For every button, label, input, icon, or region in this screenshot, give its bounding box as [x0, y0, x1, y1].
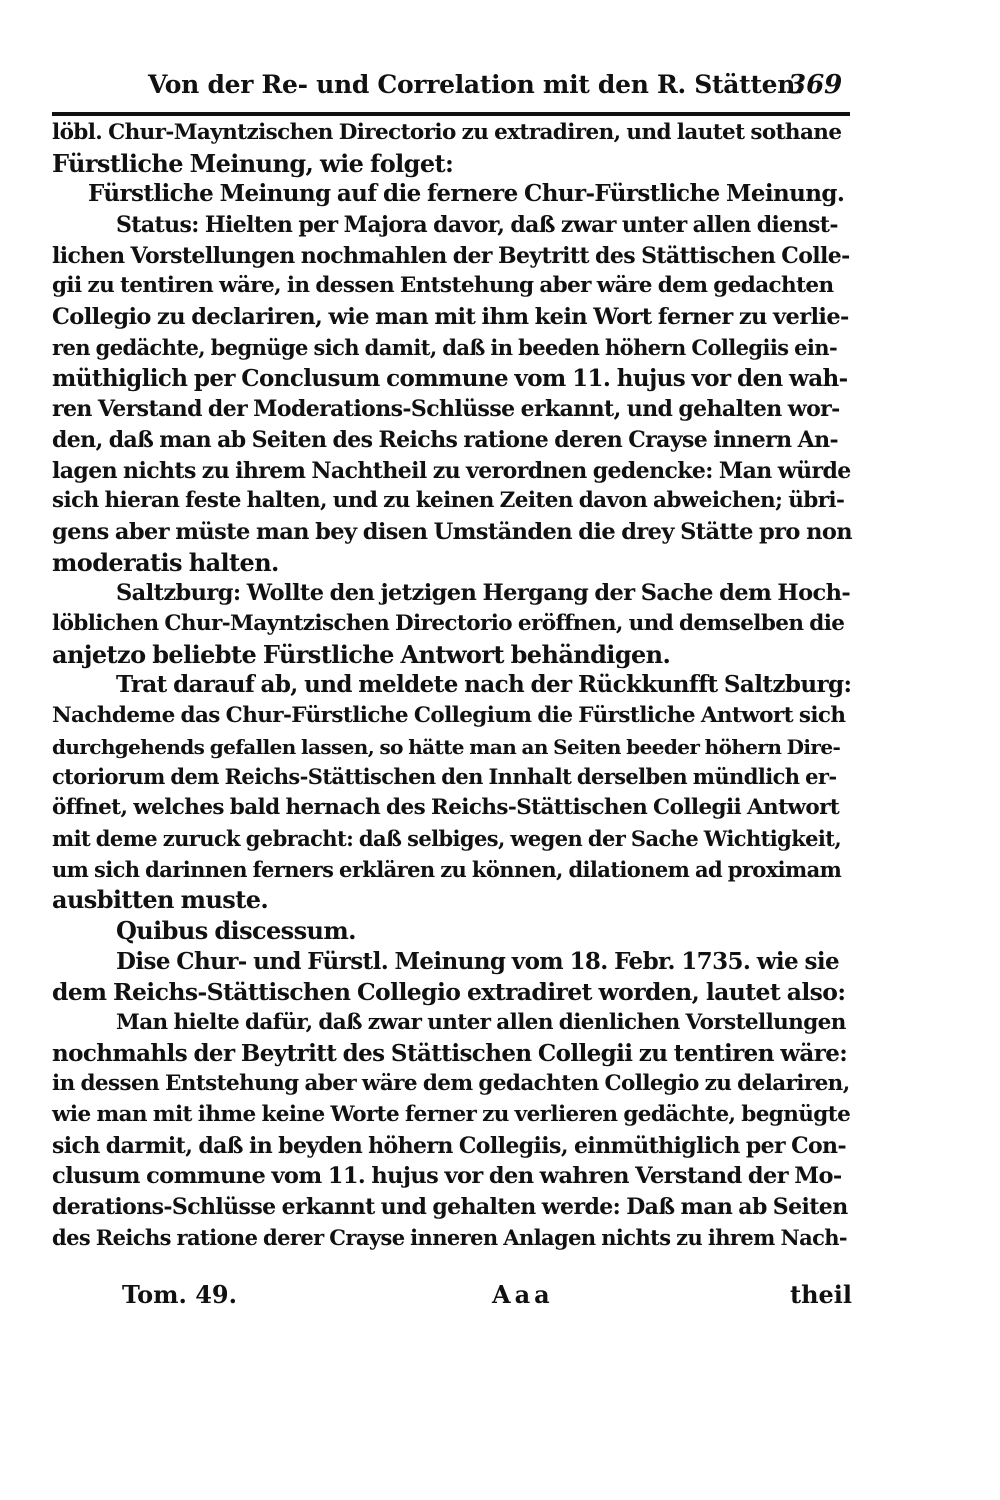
text-line: um sich darinnen ferners erklären zu können, dilationem ad proximam	[52, 856, 842, 882]
text-line: öffnet, welches bald hernach des Reichs-Stättischen Collegii Antwort	[52, 795, 840, 821]
text-line: ren Verstand der Moderations-Schlüsse erkannt, und gehalten wor-	[52, 396, 840, 423]
volume-signature: Tom. 49.	[122, 1280, 237, 1309]
text-line: Collegio zu declariren, wie man mit ihm kein Wort ferner zu verlie-	[52, 304, 849, 331]
text-line: löblichen Chur-Mayntzischen Directorio eröffnen, und demselben die	[52, 611, 845, 636]
text-line: Nachdeme das Chur-Fürstliche Collegium die Fürstliche Antwort sich	[52, 703, 846, 729]
text-line: Saltzburg: Wollte den jetzigen Hergang der Sache dem Hoch-	[116, 580, 851, 607]
text-line: sich hieran feste halten, und zu keinen Zeiten davon abweichen; übri-	[52, 488, 845, 514]
header-rule	[52, 112, 850, 116]
text-line: Man hielte dafür, daß zwar unter allen dienlichen Vorstellungen	[116, 1009, 846, 1035]
text-line: des Reichs ratione derer Crayse inneren Anlagen nichts zu ihrem Nach-	[52, 1224, 848, 1250]
text-line: ctoriorum dem Reichs-Stättischen den Innhalt derselben mündlich er-	[52, 764, 837, 790]
text-line: ren gedächte, begnüge sich damit, daß in beeden höhern Collegiis ein-	[52, 334, 838, 360]
text-line: sich darmit, daß in beyden höhern Collegiis, einmüthiglich per Con-	[52, 1132, 846, 1159]
text-line: Status: Hielten per Majora davor, daß zwar unter allen dienst-	[116, 212, 838, 239]
gathering-mark: Aaa	[492, 1280, 554, 1309]
text-line: müthiglich per Conclusum commune vom 11. hujus vor den wah-	[52, 364, 848, 392]
text-line: clusum commune vom 11. hujus vor den wahren Verstand der Mo-	[52, 1163, 842, 1190]
text-line: gens aber müste man bey disen Umständen die drey Stätte pro non	[52, 518, 852, 545]
text-line: moderatis halten.	[52, 547, 279, 577]
section-heading: Fürstliche Meinung auf die fernere Chur-Fürstliche Meinung.	[88, 180, 845, 208]
text-line: ausbitten muste.	[52, 885, 269, 915]
page-number: 369	[788, 70, 843, 100]
text-line: derations-Schlüsse erkannt und gehalten werde: Daß man ab Seiten	[52, 1194, 848, 1221]
text-line: dem Reichs-Stättischen Collegio extradiret worden, lautet also:	[52, 978, 846, 1007]
page-header	[52, 66, 852, 112]
text-line: nochmahls der Beytritt des Stättischen Collegii zu tentiren wäre:	[52, 1039, 848, 1067]
text-line: Quibus discessum.	[116, 915, 356, 945]
text-line: lichen Vorstellungen nochmahlen der Beytritt des Stättischen Colle-	[52, 242, 850, 269]
text-line: mit deme zuruck gebracht: daß selbiges, wegen der Sache Wichtigkeit,	[52, 825, 842, 851]
text-line: Trat darauf ab, und meldete nach der Rückkunfft Saltzburg:	[116, 671, 852, 699]
text-line: den, daß man ab Seiten des Reichs ratione deren Crayse innern An-	[52, 426, 839, 453]
text-line: durchgehends gefallen lassen, so hätte man an Seiten beeder höhern Dire-	[52, 734, 841, 759]
text-line: löbl. Chur-Mayntzischen Directorio zu extradiren, und lautet sothane	[52, 120, 842, 145]
text-line: gii zu tentiren wäre, in dessen Entstehung aber wäre dem gedachten	[52, 273, 834, 299]
body-text	[52, 118, 852, 1278]
text-line: Dise Chur- und Fürstl. Meinung vom 18. Febr. 1735. wie sie	[116, 947, 840, 975]
running-title: Von der Re- und Correlation mit den R. Stätten.	[148, 70, 804, 99]
page-footer	[52, 1280, 852, 1314]
text-line: anjetzo beliebte Fürstliche Antwort behändigen.	[52, 639, 671, 669]
text-line: wie man mit ihme keine Worte ferner zu verlieren gedächte, begnügte	[52, 1102, 851, 1127]
text-line: Fürstliche Meinung, wie folget:	[52, 148, 454, 178]
catchword: theil	[790, 1280, 853, 1309]
text-line: lagen nichts zu ihrem Nachtheil zu verordnen gedencke: Man würde	[52, 457, 851, 484]
text-line: in dessen Entstehung aber wäre dem gedachten Collegio zu delariren,	[52, 1071, 850, 1097]
